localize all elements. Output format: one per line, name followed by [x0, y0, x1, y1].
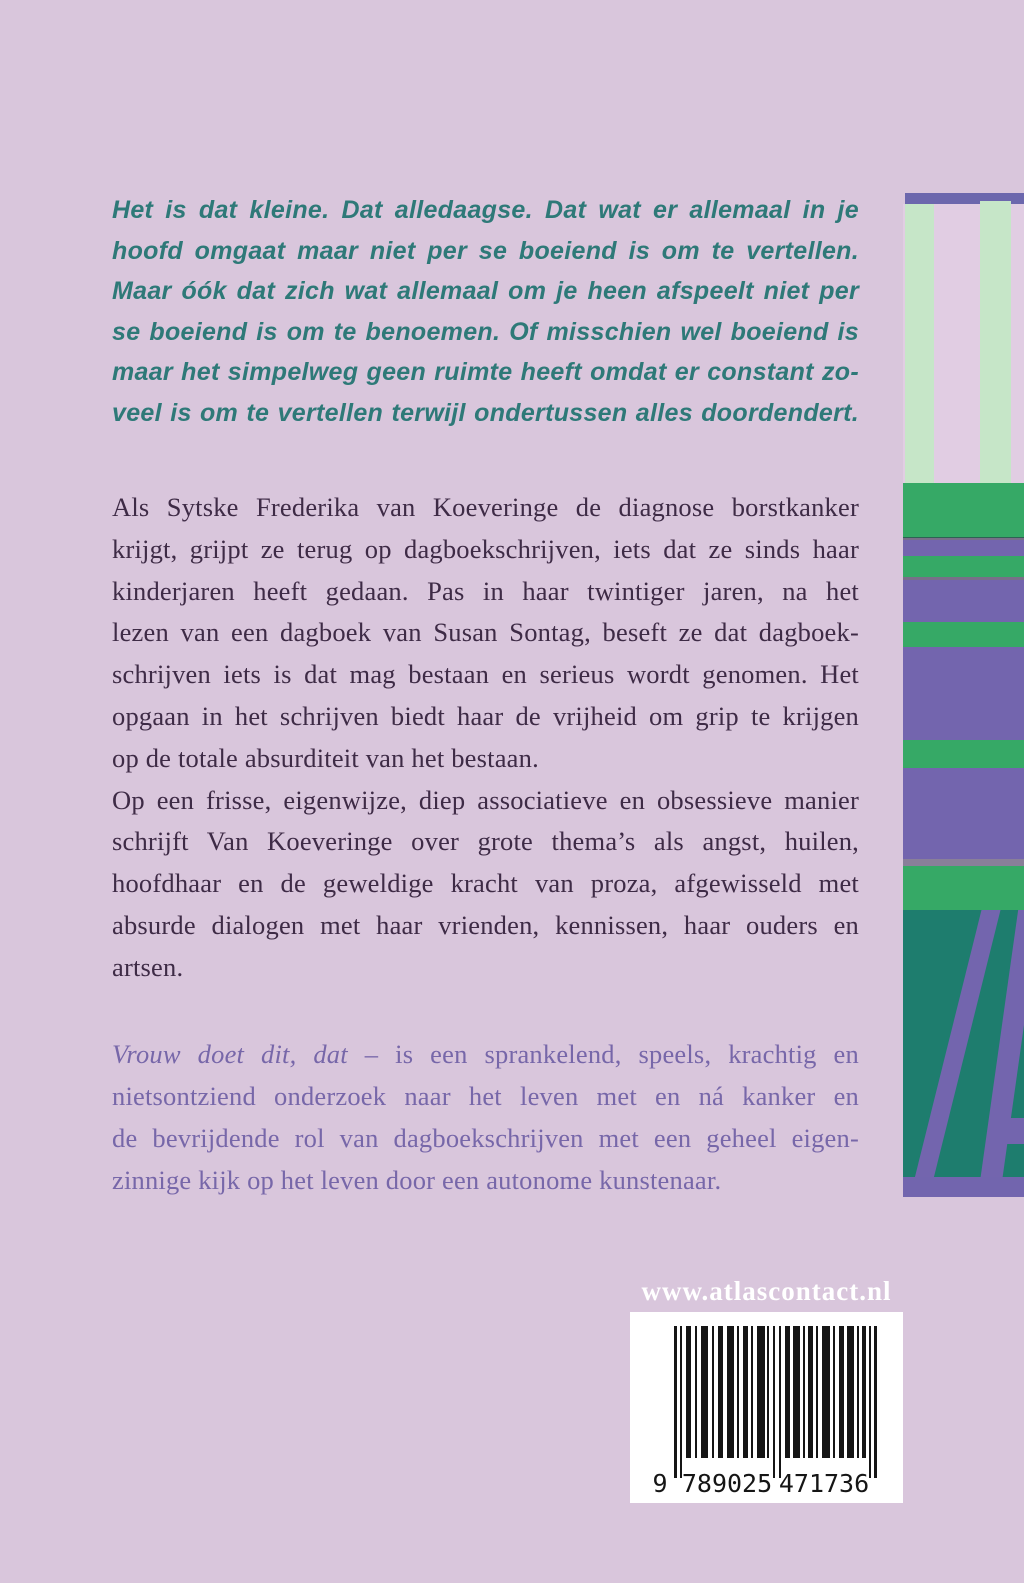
text-line: hoofdhaar en de geweldige kracht van proza, afgewisseld met — [112, 868, 859, 899]
text-line: hoofd omgaat maar niet per se boeiend is om te vertellen. — [112, 236, 859, 265]
artwork-bottom-purple-bar — [903, 1177, 1024, 1197]
text-line: Op een frisse, eigenwijze, diep associatieve en obsessieve manier — [112, 784, 859, 815]
artwork-green-stripe-left — [905, 204, 934, 483]
text-line: Maar óók dat zich wat allemaal om je heen afspeelt niet per — [112, 277, 859, 306]
artwork-strip — [903, 193, 1024, 1197]
blurb-remaining-lines — [112, 1075, 859, 1201]
body-text — [112, 487, 859, 989]
text-line: Het is dat kleine. Dat alledaagse. Dat wat er allemaal in je — [112, 196, 859, 224]
text-line: krijgt, grijpt ze terug op dagboekschrijven, iets dat ze sinds haar — [112, 533, 859, 564]
barcode-group1: 789025 — [681, 1469, 773, 1498]
text-line: de bevrijdende rol van dagboekschrijven met een geheel eigen- — [112, 1123, 859, 1153]
artwork-purple-block — [903, 580, 1024, 622]
text-line: artsen. — [112, 951, 184, 982]
body-paragraph-1 — [112, 487, 859, 780]
text-line: schrijft Van Koeveringe over grote thema’s als angst, huilen, — [112, 826, 859, 857]
text-line: nietsontziend onderzoek naar het leven met en ná kanker en — [112, 1081, 859, 1111]
intro-quote — [112, 190, 859, 434]
text-line: veel is om te vertellen terwijl ondertussen alles doordendert. — [112, 398, 859, 427]
text-line: lezen van een dagboek van Susan Sontag, beseft ze dat dagboek- — [112, 617, 859, 648]
blurb-first-line — [112, 1033, 859, 1075]
barcode-prefix-digit: 9 — [652, 1469, 668, 1498]
text-line: zinnige kijk op het leven door een autonome kunstenaar. — [112, 1165, 722, 1195]
barcode-svg — [630, 1312, 903, 1503]
artwork-purple-block — [903, 647, 1024, 740]
text-line: se boeiend is om te benoemen. Of misschien wel boeiend is — [112, 317, 859, 346]
text-line: opgaan in het schrijven biedt haar de vrijheid om grip te krijgen — [112, 700, 859, 731]
body-paragraph-2 — [112, 780, 859, 989]
text-line: absurde dialogen met haar vrienden, kennissen, haar ouders en — [112, 909, 859, 940]
blurb-first-line-rest: – is een sprankelend, speels, krachtig en — [364, 1039, 859, 1069]
artwork-teal-field — [903, 910, 1024, 1184]
artwork-purple-stripe — [903, 540, 1024, 556]
artwork-green-stripe — [903, 740, 1024, 768]
artwork-vertical-stripes — [903, 204, 1024, 483]
barcode — [630, 1312, 903, 1503]
text-line: kinderjaren heeft gedaan. Pas in haar twintiger jaren, na het — [112, 575, 859, 606]
publisher-website: www.atlascontact.nl — [641, 1276, 892, 1306]
text-line: maar het simpelweg geen ruimte heeft omdat er constant zo- — [112, 358, 859, 387]
barcode-group2: 471736 — [778, 1469, 870, 1498]
closing-blurb — [112, 1033, 859, 1201]
artwork-shadow-line — [903, 859, 1024, 866]
artwork-green-block — [903, 483, 1024, 538]
artwork-green-stripe — [903, 556, 1024, 577]
artwork-purple-band — [997, 1118, 1024, 1144]
book-title-italic: Vrouw doet dit, dat — [112, 1039, 348, 1069]
artwork-green-stripe-right — [980, 201, 1011, 483]
text-line: Als Sytske Frederika van Koeveringe de diagnose borstkanker — [112, 492, 859, 522]
artwork-green-stripe — [903, 622, 1024, 647]
artwork-green-stripe — [903, 866, 1024, 910]
text-line: schrijven iets is dat mag bestaan en serieus wordt genomen. Het — [112, 659, 859, 690]
text-line: op de totale absurditeit van het bestaan. — [112, 742, 539, 773]
artwork-purple-block — [903, 768, 1024, 859]
